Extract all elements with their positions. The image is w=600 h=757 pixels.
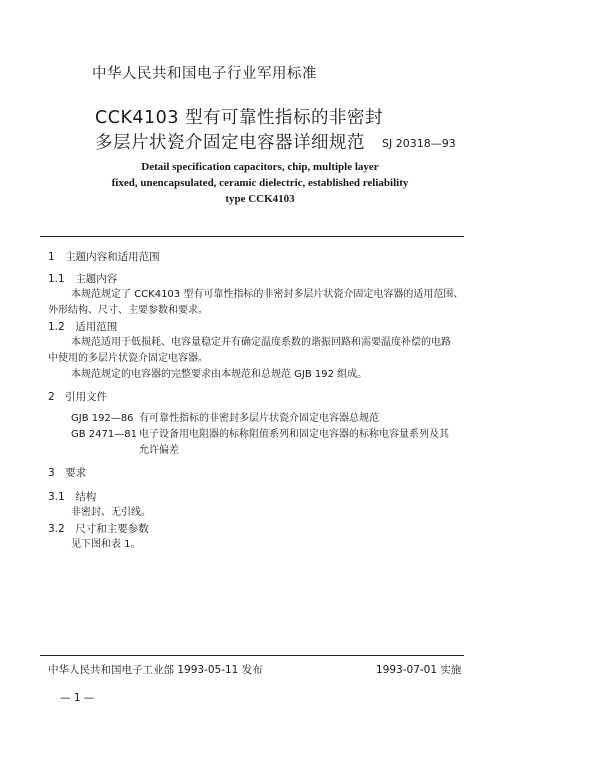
effective-date: 1993-07-01 实施 (376, 664, 462, 676)
reference-code: GB 2471—81 (71, 429, 137, 440)
section-1-2-paragraph-line-3: 本规范规定的电容器的完整要求由本规范和总规范 GJB 192 组成。 (71, 369, 368, 380)
section-2-heading: 2 引用文件 (48, 391, 108, 403)
section-1-1-heading: 1.1 主题内容 (48, 273, 118, 285)
section-3-1-heading: 3.1 结构 (48, 491, 97, 503)
english-title (80, 159, 440, 207)
title-line-2: 多层片状瓷介固定电容器详细规范 (95, 133, 365, 153)
section-1-1-paragraph-line-1: 本规范规定了 CCK4103 型有可靠性指标的非密封多层片状瓷介固定电容器的适用范围、 (71, 289, 464, 300)
reference-title: 电子设备用电阻器的标称阻值系列和固定电容器的标称电容量系列及其 (139, 429, 449, 440)
section-1-2-paragraph-line-1: 本规范适用于低损耗、电容量稳定并有确定温度系数的谐振回路和需要温度补偿的电路 (71, 337, 451, 348)
section-1-2-paragraph-line-2: 中使用的多层片状瓷介固定电容器。 (48, 353, 208, 364)
english-title-line-1: Detail specification capacitors, chip, multiple layer (141, 161, 379, 173)
title-line-1: CCK4103 型有可靠性指标的非密封 (95, 108, 384, 128)
section-1-1-paragraph-line-2: 外形结构、尺寸、主要参数和要求。 (48, 305, 208, 316)
section-1-heading: 1 主题内容和适用范围 (48, 251, 160, 263)
english-title-line-2: fixed, unencapsulated, ceramic dielectric, established reliability (111, 177, 409, 189)
section-1-2-heading: 1.2 适用范围 (48, 321, 118, 333)
section-3-2-paragraph: 见下图和表 1。 (71, 539, 141, 550)
reference-title-continuation: 允许偏差 (139, 445, 179, 456)
section-3-1-paragraph: 非密封、无引线。 (71, 507, 151, 518)
page-number: — 1 — (60, 692, 95, 704)
section-3-heading: 3 要求 (48, 467, 87, 479)
standard-header: 中华人民共和国电子行业军用标准 (92, 66, 317, 82)
footer-divider (40, 655, 464, 656)
english-title-line-3: type CCK4103 (225, 193, 295, 205)
standard-code: SJ 20318—93 (382, 137, 456, 150)
reference-code: GJB 192—86 (71, 413, 134, 424)
reference-title: 有可靠性指标的非密封多层片状瓷介固定电容器总规范 (139, 413, 379, 424)
title-divider (40, 236, 464, 237)
issuer-line: 中华人民共和国电子工业部 1993-05-11 发布 (48, 664, 263, 676)
section-3-2-heading: 3.2 尺寸和主要参数 (48, 523, 149, 535)
